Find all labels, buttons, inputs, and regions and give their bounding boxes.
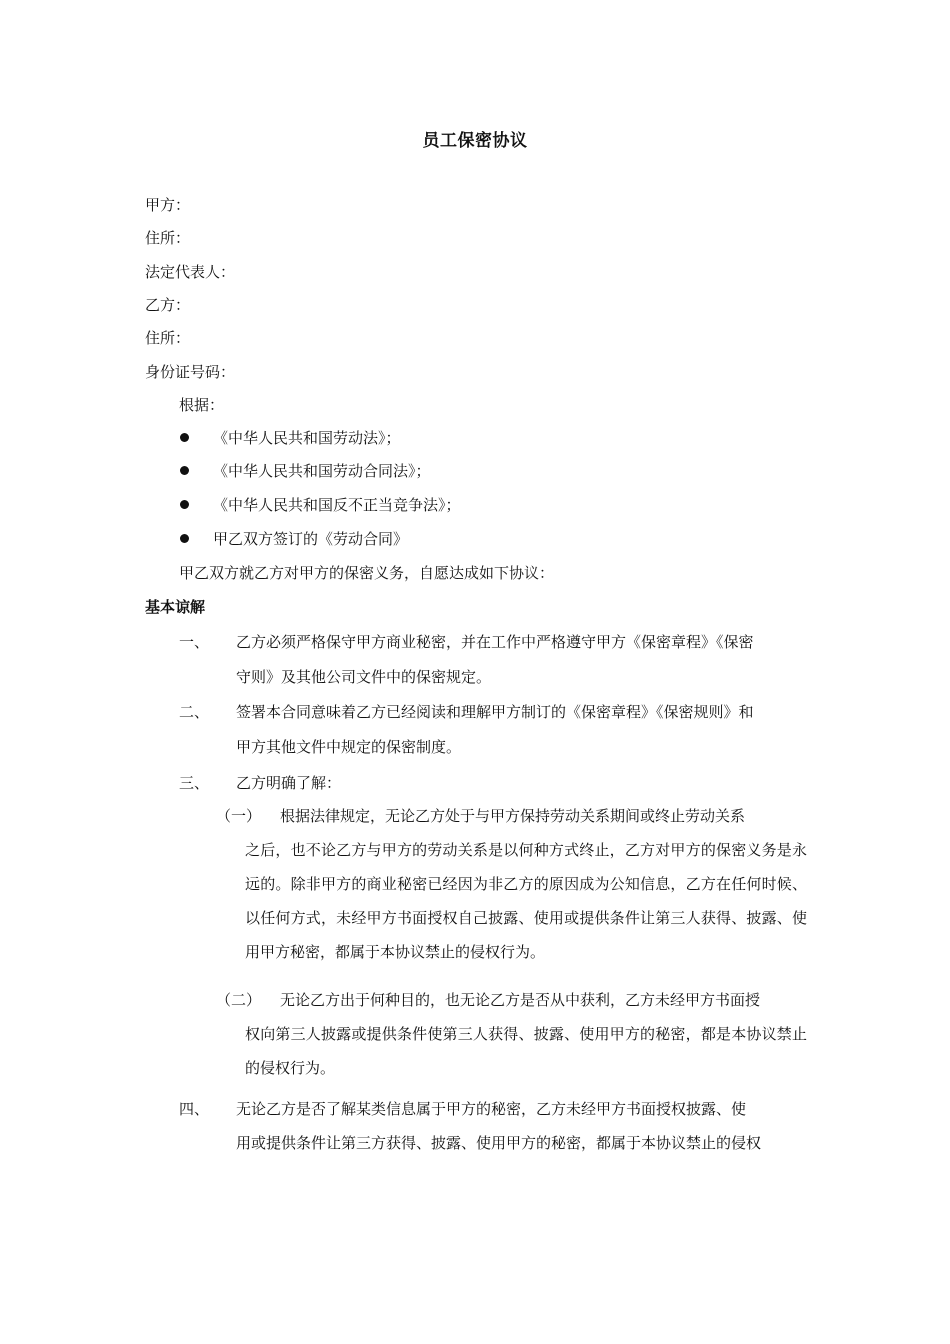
subclause-text-continued: 权向第三人披露或提供条件使第三人获得、披露、使用甲方的秘密，都是本协议禁止的侵权行为。	[245, 1025, 807, 1077]
clause-text: 乙方明确了解：	[236, 774, 342, 792]
document-title: 员工保密协议	[422, 131, 528, 151]
clause-text-continued: 用或提供条件让第三方获得、披露、使用甲方的秘密，都属于本协议禁止的侵权	[236, 1134, 762, 1152]
basis-item: 《中华人民共和国反不正当竞争法》；	[213, 496, 461, 514]
clause-text-continued: 守则》及其他公司文件中的保密规定。	[236, 668, 492, 686]
agreement-intro: 甲乙双方就乙方对甲方的保密义务，自愿达成如下协议：	[179, 564, 555, 582]
section-heading: 基本谅解	[145, 598, 206, 616]
party-a-label: 甲方：	[145, 196, 191, 214]
clause-number: 三、	[179, 774, 210, 792]
clause-number: 二、	[179, 703, 210, 721]
basis-intro: 根据：	[179, 396, 225, 414]
clause-text: 签署本合同意味着乙方已经阅读和理解甲方制订的《保密章程》《保密规则》和	[236, 703, 754, 721]
subclause-text: 根据法律规定，无论乙方处于与甲方保持劳动关系期间或终止劳动关系	[280, 807, 746, 825]
subclause-number: （一）	[216, 807, 262, 825]
basis-item: 《中华人民共和国劳动法》；	[213, 429, 401, 447]
clause-number: 四、	[179, 1100, 210, 1118]
bullet-icon	[180, 500, 189, 509]
basis-item: 甲乙双方签订的《劳动合同》	[213, 530, 409, 548]
clause-text-continued: 甲方其他文件中规定的保密制度。	[236, 738, 462, 756]
party-b-address-label: 住所：	[145, 329, 191, 347]
clause-text: 无论乙方是否了解某类信息属于甲方的秘密，乙方未经甲方书面授权披露、使	[236, 1100, 747, 1118]
clause-text: 乙方必须严格保守甲方商业秘密，并在工作中严格遵守甲方《保密章程》《保密	[236, 633, 754, 651]
bullet-icon	[180, 534, 189, 543]
id-number-label: 身份证号码：	[145, 363, 236, 381]
basis-item: 《中华人民共和国劳动合同法》；	[213, 462, 431, 480]
clause-number: 一、	[179, 633, 210, 651]
subclause-number: （二）	[216, 991, 262, 1009]
subclause-text: 无论乙方出于何种目的，也无论乙方是否从中获利，乙方未经甲方书面授	[280, 991, 761, 1009]
bullet-icon	[180, 433, 189, 442]
legal-representative-label: 法定代表人：	[145, 263, 236, 281]
bullet-icon	[180, 466, 189, 475]
party-b-label: 乙方：	[145, 296, 191, 314]
party-a-address-label: 住所：	[145, 229, 191, 247]
subclause-text-continued: 之后，也不论乙方与甲方的劳动关系是以何种方式终止，乙方对甲方的保密义务是永远的。除非甲方的商业秘密已经因为非乙方的原因成为公知信息，乙方在任何时候、以任何方式，未经甲方书面授权自己披露、使用或提供条件让第三人获得、披露、使用甲方秘密，都属于本协议禁止的侵权行为。	[245, 841, 807, 961]
